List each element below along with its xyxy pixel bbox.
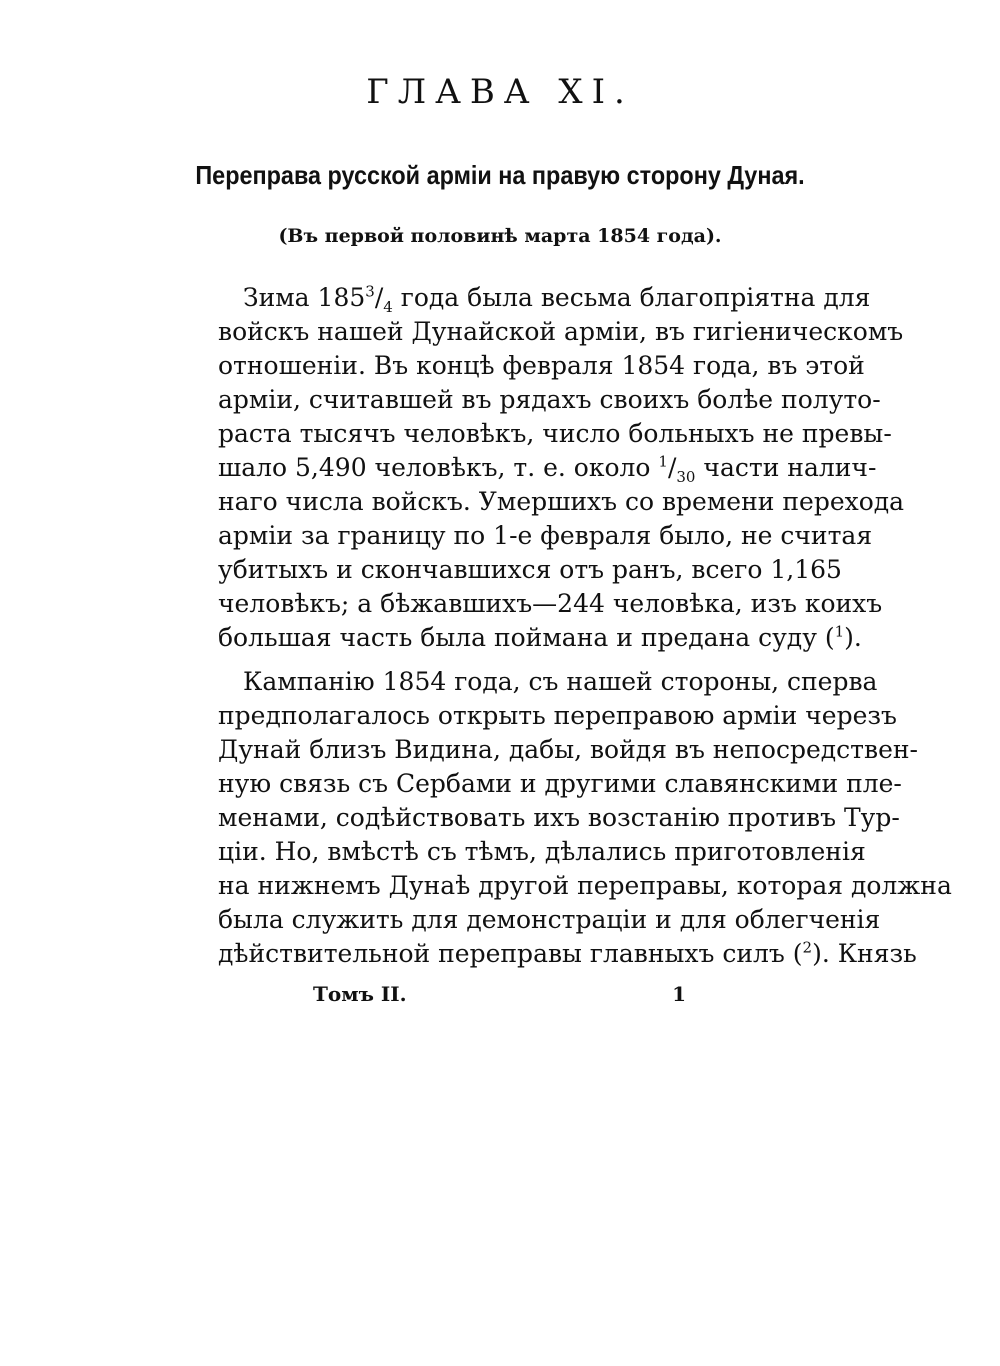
text-line: человѣкъ; а бѣжавшихъ—244 человѣка, изъ коихъ xyxy=(218,589,883,618)
text-line: предполагалось открыть переправою арміи черезъ xyxy=(218,701,897,730)
signature-mark: 1 xyxy=(672,982,686,1006)
chapter-heading: ГЛАВА XI. xyxy=(366,72,634,112)
text-line: ціи. Но, вмѣстѣ съ тѣмъ, дѣлались приготовленія xyxy=(218,837,866,866)
text-line: была служить для демонстраціи и для облегченія xyxy=(218,905,881,934)
text-line: войскъ нашей Дунайской арміи, въ гигіеническомъ xyxy=(218,317,904,346)
text-line: Кампанію 1854 года, съ нашей стороны, сперва xyxy=(243,667,878,696)
text-line: большая часть была поймана и предана суду ($^1$). xyxy=(218,622,862,652)
text-line: арміи, считавшей въ рядахъ своихъ болѣе полуто- xyxy=(218,385,881,414)
text-line: арміи за границу по 1-е февраля было, не считая xyxy=(218,521,873,550)
chapter-title: Переправа русской арміи на правую сторону Дуная. xyxy=(195,160,805,190)
volume-label: Томъ II. xyxy=(313,982,407,1006)
text-line: дѣйствительной переправы главныхъ силъ ($^2$). Князь xyxy=(218,938,917,968)
text-line: ную связь съ Сербами и другими славянскими пле- xyxy=(218,769,902,798)
text-line: наго числа войскъ. Умершихъ со времени перехода xyxy=(218,487,905,516)
text-line: шало 5,490 человѣкъ, т. е. около $^1/_{30}$ части налич- xyxy=(218,452,877,486)
text-line: Дунай близъ Видина, дабы, войдя въ непосредствен- xyxy=(218,735,918,764)
text-line: менами, содѣйствовать ихъ возстанію противъ Тур- xyxy=(218,803,900,832)
page-footer xyxy=(313,982,686,1012)
text-line: отношеніи. Въ концѣ февраля 1854 года, въ этой xyxy=(218,351,865,380)
chapter-date: (Въ первой половинѣ марта 1854 года). xyxy=(278,225,722,247)
text-line: убитыхъ и скончавшихся отъ ранъ, всего 1,165 xyxy=(218,555,842,584)
text-line: Зима $185^3/_4$ года была весьма благопріятна для xyxy=(243,282,871,316)
text-line: раста тысячъ человѣкъ, число больныхъ не превы- xyxy=(218,419,892,448)
text-line: на нижнемъ Дунаѣ другой переправы, которая должна xyxy=(218,871,952,900)
